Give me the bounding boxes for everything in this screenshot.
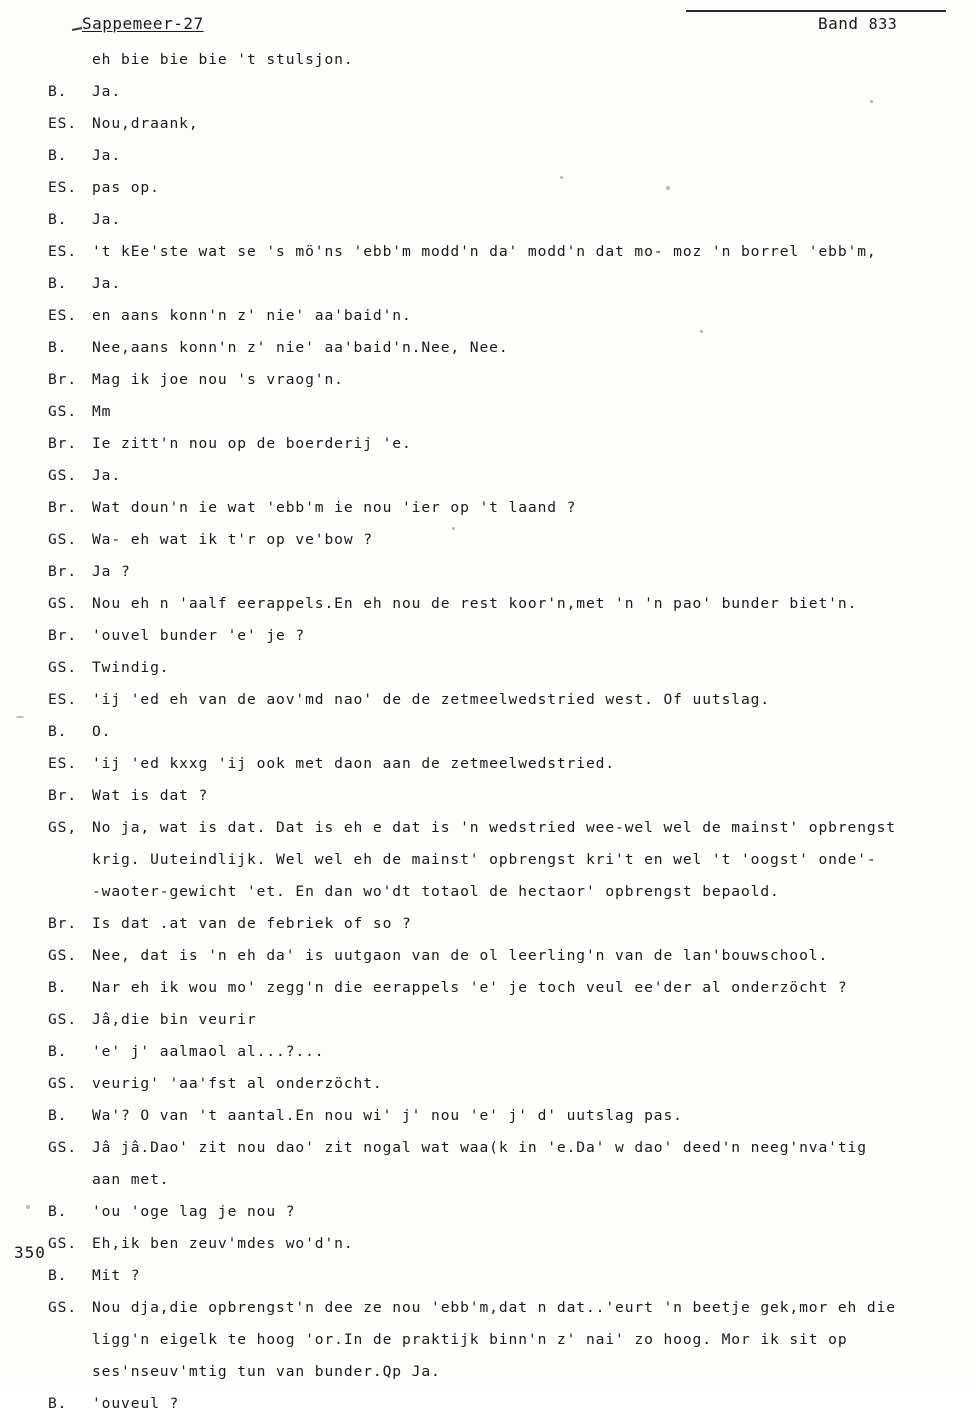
- scan-speck: [700, 330, 703, 333]
- speaker-label: B.: [48, 211, 68, 228]
- speaker-label: ES.: [48, 115, 78, 132]
- transcript-line: [0, 620, 973, 652]
- speaker-label: B.: [48, 979, 68, 996]
- transcript-line: [0, 204, 973, 236]
- speaker-label: GS,: [48, 819, 78, 836]
- speaker-label: GS.: [48, 659, 78, 676]
- transcript-line: [0, 1260, 973, 1292]
- utterance-text: Nou eh n 'aalf eerappels.En eh nou de rest koor'n,met 'n 'n pao' bunder biet'n.: [92, 595, 858, 612]
- page-number: 350: [14, 1243, 46, 1262]
- speaker-label: B.: [48, 275, 68, 292]
- utterance-text: veurig' 'aa'fst al onderzöcht.: [92, 1075, 383, 1092]
- transcript-line: [0, 1356, 973, 1388]
- transcript-line: [0, 1388, 973, 1420]
- transcript-line: [0, 1324, 973, 1356]
- utterance-text: Ja.: [92, 147, 122, 164]
- speaker-label: ES.: [48, 243, 78, 260]
- utterance-text: Wa- eh wat ik t'r op ve'bow ?: [92, 531, 373, 548]
- transcript-line: [0, 76, 973, 108]
- utterance-text: 'ouvel bunder 'e' je ?: [92, 627, 306, 644]
- speaker-label: ES.: [48, 691, 78, 708]
- speaker-label: Br.: [48, 435, 78, 452]
- speaker-label: GS.: [48, 1299, 78, 1316]
- speaker-label: GS.: [48, 1011, 78, 1028]
- transcript-line: [0, 460, 973, 492]
- utterance-text: Eh,ik ben zeuv'mdes wo'd'n.: [92, 1235, 354, 1252]
- utterance-text: Nou dja,die opbrengst'n dee ze nou 'ebb'm,dat n dat..'eurt 'n beetje gek,mor eh die: [92, 1299, 896, 1316]
- transcript-line: [0, 44, 973, 76]
- utterance-text: Jâ jâ.Dao' zit nou dao' zit nogal wat waa(k in 'e.Da' w dao' deed'n neeg'nva'tig: [92, 1139, 867, 1156]
- transcript-line: [0, 1100, 973, 1132]
- page-header: [0, 14, 973, 42]
- utterance-text: Mm: [92, 403, 112, 420]
- utterance-text: Nar eh ik wou mo' zegg'n die eerappels 'e' je toch veul ee'der al onderzöcht ?: [92, 979, 848, 996]
- transcript-line: [0, 172, 973, 204]
- transcript-line: [0, 556, 973, 588]
- utterance-text: 'ij 'ed kxxg 'ij ook met daon aan de zetmeelwedstried.: [92, 755, 616, 772]
- header-tick-mark: [72, 27, 82, 31]
- transcript-line: [0, 1292, 973, 1324]
- transcript-line: [0, 332, 973, 364]
- transcript-line: [0, 492, 973, 524]
- transcript-line: [0, 588, 973, 620]
- scan-speck: [666, 186, 670, 190]
- transcript-line: [0, 1036, 973, 1068]
- speaker-label: ES.: [48, 179, 78, 196]
- transcript-line: [0, 1132, 973, 1164]
- speaker-label: ES.: [48, 755, 78, 772]
- speaker-label: GS.: [48, 1139, 78, 1156]
- utterance-text: -waoter-gewicht 'et. En dan wo'dt totaol de hectaor' opbrengst bepaold.: [92, 883, 780, 900]
- utterance-text: 'ou 'oge lag je nou ?: [92, 1203, 296, 1220]
- utterance-text: Ja.: [92, 83, 122, 100]
- speaker-label: Br.: [48, 627, 78, 644]
- speaker-label: GS.: [48, 403, 78, 420]
- transcript-line: [0, 1228, 973, 1260]
- transcript-line: [0, 652, 973, 684]
- speaker-label: GS.: [48, 1075, 78, 1092]
- utterance-text: Mag ik joe nou 's vraog'n.: [92, 371, 344, 388]
- transcript-line: [0, 844, 973, 876]
- speaker-label: Br.: [48, 371, 78, 388]
- speaker-label: B.: [48, 723, 68, 740]
- top-rule-decoration: [686, 10, 946, 12]
- transcript-body: [0, 44, 973, 1420]
- transcript-line: [0, 716, 973, 748]
- scan-speck: [452, 527, 455, 530]
- transcript-line: [0, 268, 973, 300]
- utterance-text: 'ouveul ?: [92, 1395, 180, 1412]
- utterance-text: Nee,aans konn'n z' nie' aa'baid'n.Nee, Nee.: [92, 339, 509, 356]
- transcript-line: [0, 940, 973, 972]
- speaker-label: B.: [48, 1267, 68, 1284]
- transcript-line: [0, 748, 973, 780]
- utterance-text: 't kEe'ste wat se 's mö'ns 'ebb'm modd'n da' modd'n dat mo- moz 'n borrel 'ebb'm,: [92, 243, 877, 260]
- scan-speck: [560, 176, 563, 179]
- transcript-line: [0, 876, 973, 908]
- transcript-line: [0, 1004, 973, 1036]
- utterance-text: No ja, wat is dat. Dat is eh e dat is 'n wedstried wee-wel wel de mainst' opbrengst: [92, 819, 896, 836]
- speaker-label: Br.: [48, 499, 78, 516]
- utterance-text: ses'nseuv'mtig tun van bunder.Qp Ja.: [92, 1363, 441, 1380]
- speaker-label: GS.: [48, 947, 78, 964]
- transcript-line: [0, 1196, 973, 1228]
- utterance-text: Mit ?: [92, 1267, 141, 1284]
- transcript-line: [0, 396, 973, 428]
- speaker-label: Br.: [48, 915, 78, 932]
- band-number: 833: [868, 15, 898, 33]
- utterance-text: ligg'n eigelk te hoog 'or.In de praktijk binn'n z' nai' zo hoog. Mor ik sit op: [92, 1331, 848, 1348]
- speaker-label: GS.: [48, 531, 78, 548]
- utterance-text: Ja ?: [92, 563, 131, 580]
- speaker-label: GS.: [48, 595, 78, 612]
- utterance-text: Ja.: [92, 275, 122, 292]
- utterance-text: 'ij 'ed eh van de aov'md nao' de de zetmeelwedstried west. Of uutslag.: [92, 691, 771, 708]
- speaker-label: ES.: [48, 307, 78, 324]
- speaker-label: B.: [48, 83, 68, 100]
- speaker-label: B.: [48, 1203, 68, 1220]
- speaker-label: Br.: [48, 563, 78, 580]
- utterance-text: Wat doun'n ie wat 'ebb'm ie nou 'ier op 't laand ?: [92, 499, 577, 516]
- utterance-text: aan met.: [92, 1171, 170, 1188]
- utterance-text: Nou,draank,: [92, 115, 199, 132]
- utterance-text: Jâ,die bin veurir: [92, 1011, 257, 1028]
- transcript-line: [0, 108, 973, 140]
- utterance-text: en aans konn'n z' nie' aa'baid'n.: [92, 307, 412, 324]
- speaker-label: B.: [48, 1395, 68, 1412]
- scan-speck: [26, 1205, 30, 1209]
- transcript-line: [0, 780, 973, 812]
- utterance-text: eh bie bie bie 't stulsjon.: [92, 51, 354, 68]
- utterance-text: krig. Uuteindlijk. Wel wel eh de mainst' opbrengst kri't en wel 't 'oogst' onde'-: [92, 851, 877, 868]
- transcript-line: [0, 972, 973, 1004]
- transcript-line: [0, 300, 973, 332]
- transcript-line: [0, 684, 973, 716]
- utterance-text: Twindig.: [92, 659, 170, 676]
- utterance-text: Ie zitt'n nou op de boerderij 'e.: [92, 435, 412, 452]
- utterance-text: Ja.: [92, 467, 122, 484]
- scan-speck: [870, 100, 873, 103]
- band-label: [818, 14, 897, 33]
- scan-speck: [16, 716, 24, 718]
- utterance-text: Wa'? O van 't aantal.En nou wi' j' nou 'e' j' d' uutslag pas.: [92, 1107, 683, 1124]
- utterance-text: pas op.: [92, 179, 160, 196]
- utterance-text: Wat is dat ?: [92, 787, 209, 804]
- speaker-label: B.: [48, 147, 68, 164]
- transcript-line: [0, 364, 973, 396]
- transcript-line: [0, 1164, 973, 1196]
- transcript-line: [0, 812, 973, 844]
- speaker-label: B.: [48, 1043, 68, 1060]
- utterance-text: Ja.: [92, 211, 122, 228]
- transcript-line: [0, 140, 973, 172]
- band-word: Band: [818, 14, 859, 33]
- utterance-text: Is dat .at van de febriek of so ?: [92, 915, 412, 932]
- transcript-line: [0, 428, 973, 460]
- utterance-text: 'e' j' aalmaol al...?...: [92, 1043, 325, 1060]
- speaker-label: B.: [48, 339, 68, 356]
- utterance-text: Nee, dat is 'n eh da' is uutgaon van de ol leerling'n van de lan'bouwschool.: [92, 947, 829, 964]
- transcript-line: [0, 908, 973, 940]
- transcript-line: [0, 236, 973, 268]
- speaker-label: B.: [48, 1107, 68, 1124]
- speaker-label: GS.: [48, 1235, 78, 1252]
- recording-id-label: Sappemeer-27: [82, 14, 204, 33]
- speaker-label: GS.: [48, 467, 78, 484]
- speaker-label: Br.: [48, 787, 78, 804]
- utterance-text: O.: [92, 723, 112, 740]
- transcript-line: [0, 524, 973, 556]
- transcript-line: [0, 1068, 973, 1100]
